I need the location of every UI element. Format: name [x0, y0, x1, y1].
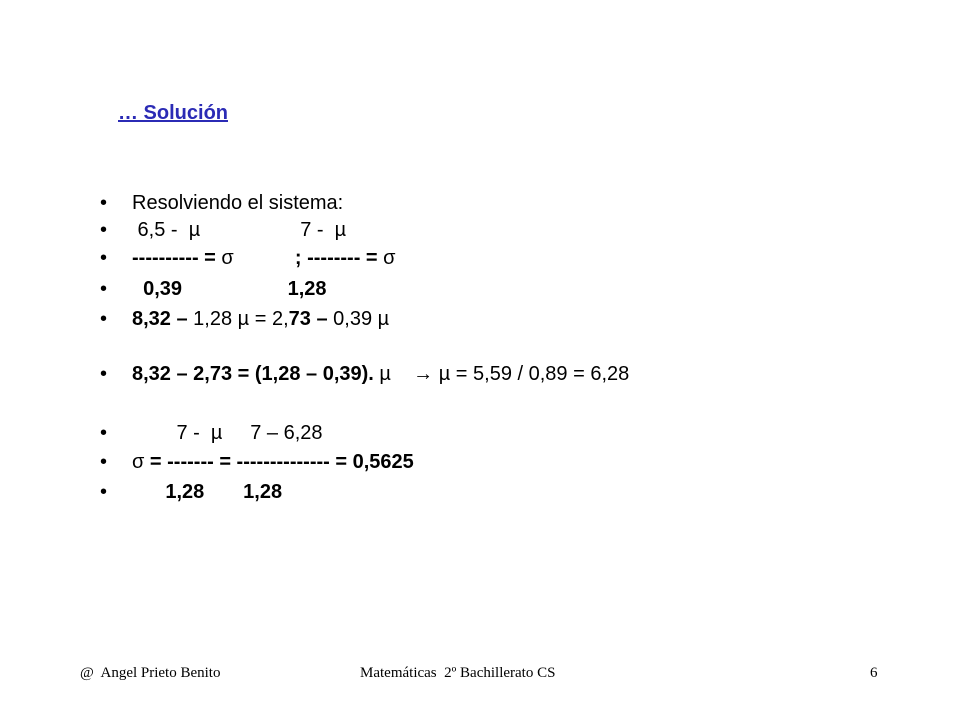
- bullet-text-part: 1,28 1,28: [132, 481, 283, 503]
- bullet-dot: •: [100, 363, 108, 385]
- bullet-dot: •: [100, 278, 108, 300]
- bullet-dot: •: [100, 422, 108, 444]
- slide-title: … Solución: [118, 102, 228, 124]
- bullet-text: [132, 274, 327, 304]
- bullet-text: [132, 215, 346, 245]
- bullet-text-part: 0,39 µ: [333, 308, 390, 330]
- bullet-text-part: σ: [221, 247, 234, 269]
- bullet-text-part: µ: [379, 363, 414, 385]
- bullet-text-part: 7 - µ 7 – 6,28: [132, 422, 323, 444]
- footer-page-number: 6: [870, 665, 878, 681]
- bullet-text: [132, 477, 282, 507]
- bullet-text-part: 6,5 - µ 7 - µ: [132, 219, 347, 241]
- bullet-text-part: σ: [383, 247, 396, 269]
- bullet-text-part: 73 –: [288, 308, 334, 330]
- bullet-text-part: µ = 5,59 / 0,89 = 6,28: [433, 363, 630, 385]
- arrow-right-icon: →: [413, 363, 434, 385]
- bullet-dot: •: [100, 247, 108, 269]
- bullet-text-part: ---------- =: [132, 247, 222, 269]
- footer-author: @ Angel Prieto Benito: [80, 665, 221, 681]
- bullet-text: [132, 447, 414, 477]
- bullet-text: [132, 304, 389, 334]
- bullet-text-part: ; -------- =: [233, 247, 384, 269]
- footer-course: Matemáticas 2º Bachillerato CS: [360, 665, 556, 681]
- bullet-dot: •: [100, 308, 108, 330]
- bullet-text: [132, 188, 343, 218]
- bullet-text: [132, 418, 323, 448]
- bullet-text: [132, 243, 396, 273]
- bullet-text-part: = ------- = -------------- = 0,5625: [144, 451, 414, 473]
- bullet-text-part: 0,39 1,28: [132, 278, 327, 300]
- bullet-dot: •: [100, 451, 108, 473]
- bullet-text-part: 1,28 µ = 2,: [193, 308, 289, 330]
- bullet-text-part: 8,32 –: [132, 308, 194, 330]
- bullet-text-part: Resolviendo el sistema:: [132, 192, 344, 214]
- bullet-dot: •: [100, 219, 108, 241]
- bullet-text-part: 8,32 – 2,73 = (1,28 – 0,39).: [132, 363, 380, 385]
- bullet-text-part: σ: [132, 451, 145, 473]
- bullet-dot: •: [100, 192, 108, 214]
- bullet-dot: •: [100, 481, 108, 503]
- bullet-text: [132, 359, 629, 389]
